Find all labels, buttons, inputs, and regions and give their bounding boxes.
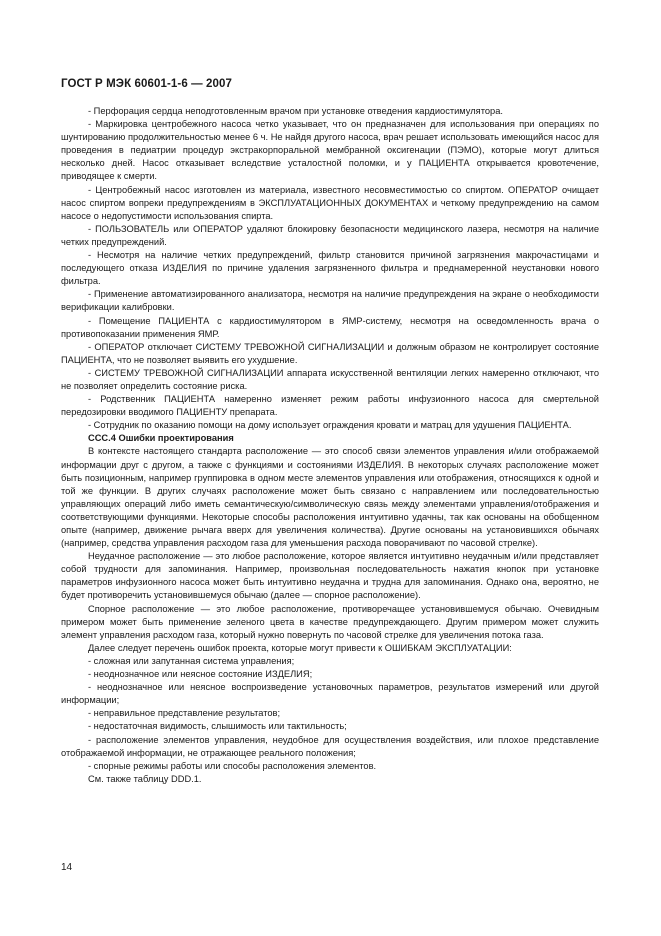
document-body: [61, 105, 599, 786]
list-item: - недостаточная видимость, слышимость или тактильность;: [88, 721, 347, 732]
list-item: - спорные режимы работы или способы расположения элементов.: [88, 760, 377, 771]
paragraph: - Сотрудник по оказанию помощи на дому использует ограждения кровати и матрац для удушения ПАЦИЕНТА.: [88, 420, 572, 431]
list-item: - сложная или запутанная система управления;: [88, 655, 295, 666]
paragraph: В контексте настоящего стандарта расположение — это способ связи элементов управления и/или отображаемой информации друг с другом, а также с функциями и состояниями ИЗДЕЛИЯ. В некоторых случаях расположение может быть позиционным, например группировка в одном месте элементов управления или отображения, относящихся к одной и той же функции. В других случаях расположение может быть связано с направлением или последовательностью управляющих операций либо иметь семантическую/символическую связь между элементами управления/отображения и соответствующими функциями. Некоторые способы расположения интуитивно удачны, так как основаны на обобщенном опыте (например, движение рычага вверх для увеличения количества). Другие основаны на установившихся обычаях (например, средства управления расходом газа для уменьшения расхода поворачивают по часовой стрелке).: [61, 446, 599, 549]
list-item: - неоднозначное или неясное воспроизведение установочных параметров, результатов измерений или другой информации;: [61, 682, 599, 706]
document-header: ГОСТ Р МЭК 60601-1-6 — 2007: [61, 78, 232, 90]
paragraph: - ОПЕРАТОР отключает СИСТЕМУ ТРЕВОЖНОЙ СИГНАЛИЗАЦИИ и должным образом не контролирует состояние ПАЦИЕНТА, что не позволяет выявить его ухудшение.: [61, 341, 599, 365]
paragraph: - Центробежный насос изготовлен из материала, известного несовместимостью со спиртом. ОПЕРАТОР очищает насос спиртом вопреки предупреждениям в ЭКСПЛУАТАЦИОННЫХ ДОКУМЕНТАХ и четкому предупреждению на самом насосе о недопустимости использования спирта.: [61, 184, 599, 221]
paragraph: - Применение автоматизированного анализатора, несмотря на наличие предупреждения на экране о необходимости верификации калибровки.: [61, 289, 599, 313]
paragraph: Далее следует перечень ошибок проекта, которые могут привести к ОШИБКАМ ЭКСПЛУАТАЦИИ:: [88, 642, 512, 653]
paragraph: - СИСТЕМУ ТРЕВОЖНОЙ СИГНАЛИЗАЦИИ аппарата искусственной вентиляции легких намеренно отключают, что не позволяет определить состояние риска.: [61, 367, 599, 391]
paragraph: Спорное расположение — это любое расположение, противоречащее установившемуся обычаю. Очевидным примером может быть применение зеленого цвета в качестве предупреждающего. Другим примером может служить элемент управления расходом газа, который нужно повернуть по часовой стрелке для увеличения потока газа.: [61, 603, 599, 640]
list-item: - неправильное представление результатов;: [88, 708, 281, 719]
page-number: 14: [61, 862, 73, 873]
paragraph: Неудачное расположение — это любое расположение, которое является интуитивно неудачным и/или представляет собой трудности для запоминания. Например, произвольная последовательность нажатия кнопок при установке параметров инфузионного насоса может быть интуитивно неудачна и трудна для запоминания. Однако она, вероятно, не будет противоречить установившемуся обычаю (далее — спорное расположение).: [61, 551, 599, 601]
paragraph: - Перфорация сердца неподготовленным врачом при установке отведения кардиостимулятора.: [88, 106, 503, 116]
paragraph: - Маркировка центробежного насоса четко указывает, что он предназначен для использования при операциях по шунтированию продолжительностью менее 6 ч. Не найдя другого насоса, врач решает использовать имеющийся насос для проведения в педиатрии процедур экстракорпоральной мембранной оксигенации (ПЭМО), которые могут длиться несколько дней. Насос отказывает вследствие усталостной поломки, и у ПАЦИЕНТА открывается кровотечение, приводящее к смерти.: [61, 119, 599, 182]
paragraph: - Несмотря на наличие четких предупреждений, фильтр становится причиной загрязнения макрочастицами и последующего отказа ИЗДЕЛИЯ по причине удаления загрязненного фильтра и преднамеренной неустановки нового фильтра.: [61, 250, 599, 287]
list-item: - неоднозначное или неясное состояние ИЗДЕЛИЯ;: [88, 669, 313, 680]
paragraph: См. также таблицу DDD.1.: [88, 773, 202, 784]
paragraph: - Родственник ПАЦИЕНТА намеренно изменяет режим работы инфузионного насоса для смертельной передозировки вводимого ПАЦИЕНТУ препарата.: [61, 394, 599, 418]
section-heading: ССС.4 Ошибки проектирования: [88, 433, 234, 444]
paragraph: - ПОЛЬЗОВАТЕЛЬ или ОПЕРАТОР удаляют блокировку безопасности медицинского лазера, несмотря на наличие четких предупреждений.: [61, 223, 599, 247]
list-item: - расположение элементов управления, неудобное для осуществления воздействия, или плохое представление отображаемой информации, не отражающее реального положения;: [61, 734, 599, 758]
paragraph: - Помещение ПАЦИЕНТА с кардиостимулятором в ЯМР-систему, несмотря на осведомленность врача о противопоказании применения ЯМР.: [61, 315, 599, 339]
